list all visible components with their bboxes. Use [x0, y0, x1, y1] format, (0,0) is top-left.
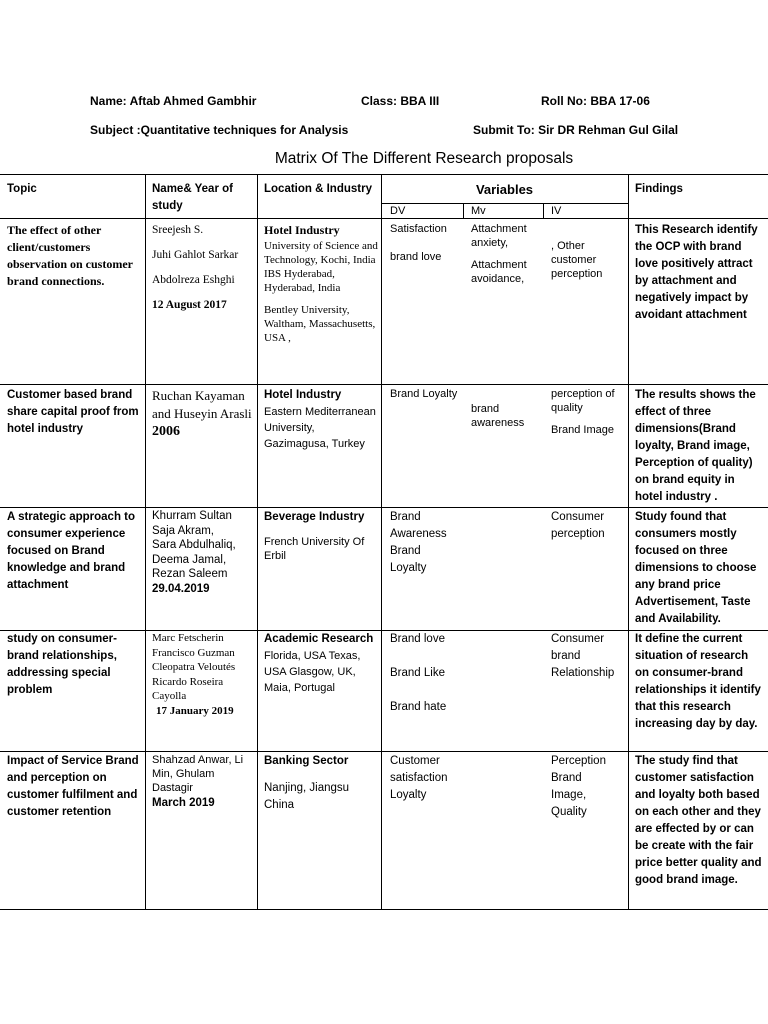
author-name: Cleopatra Veloutés [152, 661, 236, 673]
dv-item: Brand Awareness [390, 511, 447, 540]
col-header-mv: Mv [471, 205, 486, 217]
dv-item: Brand Like [390, 667, 445, 679]
author-name: Marc Fetscherin [152, 632, 224, 644]
author-name: Ruchan Kayaman and Huseyin Arasli [152, 388, 252, 421]
column-divider-mv-iv [543, 203, 544, 218]
study-date: 17 January 2019 [156, 704, 234, 717]
row-divider-1 [0, 384, 768, 385]
col-header-variables: Variables [475, 182, 534, 197]
roll-number: Roll No: BBA 17-06 [541, 94, 650, 108]
row1-iv: , Other customer perception [551, 240, 603, 280]
col-header-topic: Topic [7, 183, 37, 195]
mv-item: Attachment anxiety, [471, 223, 527, 249]
dv-item: Satisfaction [390, 223, 447, 235]
row5-dv: Customer satisfaction Loyalty [390, 755, 448, 801]
author-name: Abdolreza Eshghi [152, 274, 235, 286]
column-divider-1 [145, 174, 146, 909]
col-header-name-year: Name& Year of study [152, 183, 233, 212]
study-date: 2006 [152, 424, 180, 439]
author-name: Saja Akram, [152, 524, 214, 537]
row4-iv: Consumer brand Relationship [551, 633, 615, 679]
row1-dv [390, 222, 462, 264]
row3-names [152, 509, 256, 596]
row3-dv [390, 509, 460, 577]
location-text: Eastern Mediterranean University, Gazimagusa, Turkey [264, 406, 376, 450]
author-name: Rezan Saleem [152, 568, 228, 580]
author-name: Deema Jamal, [152, 553, 227, 566]
iv-item: perception of quality [551, 388, 615, 414]
row2-findings: The results shows the effect of three dimensions(Brand loyalty, Brand image, Perception of quality) on brand equity in hotel industry . [635, 389, 756, 503]
row4-location [264, 631, 379, 696]
location-text: Nanjing, Jiangsu China [264, 782, 350, 811]
industry-label: Academic Research [264, 633, 374, 645]
study-date: March 2019 [152, 797, 215, 809]
row5-names [152, 753, 256, 812]
student-name: Name: Aftab Ahmed Gambhir [90, 94, 257, 108]
industry-label: Hotel Industry [264, 223, 340, 237]
row3-topic: A strategic approach to consumer experience focused on Brand knowledge and brand attachment [7, 511, 136, 591]
row1-mv [471, 222, 543, 286]
study-date: 29.04.2019 [152, 582, 210, 595]
iv-item: Brand Image [551, 424, 614, 436]
row4-dv [390, 631, 460, 716]
industry-label: Beverage Industry [264, 511, 365, 523]
row4-findings: It define the current situation of research on consumer-brand relationships it identify that this research increasing day by day. [635, 633, 761, 730]
dv-item: brand love [390, 251, 442, 263]
row3-location [264, 509, 379, 563]
submit-to: Submit To: Sir DR Rehman Gul Gilal [473, 123, 679, 137]
column-divider-dv-mv [463, 203, 464, 218]
author-name: Sreejesh S. [152, 224, 204, 236]
row-divider-2 [0, 507, 768, 508]
class-label: Class: BBA III [361, 94, 440, 108]
row-divider-4 [0, 751, 768, 752]
location-text: Bentley University, Waltham, Massachusetts, USA , [264, 304, 376, 344]
author-name: Shahzad Anwar, Li Min, Ghulam Dastagir [152, 754, 244, 794]
row2-iv [551, 387, 623, 437]
row2-mv: brand awareness [471, 403, 525, 429]
column-divider-2 [257, 174, 258, 909]
row3-iv: Consumer perception [551, 511, 605, 540]
col-header-iv: IV [551, 205, 562, 217]
author-name: Juhi Gahlot Sarkar [152, 249, 239, 261]
location-text: IBS Hyderabad, Hyderabad, India [264, 268, 341, 294]
row1-names [152, 222, 252, 314]
row5-location [264, 753, 379, 814]
author-name: Francisco Guzman [152, 646, 235, 659]
col-header-dv: DV [390, 205, 406, 217]
study-date: 12 August 2017 [152, 299, 227, 311]
dv-item: Brand hate [390, 701, 447, 713]
col-header-findings: Findings [635, 183, 683, 195]
mv-item: Attachment avoidance, [471, 259, 527, 285]
row2-names [152, 387, 252, 441]
row5-iv: Perception Brand Image, Quality [551, 755, 606, 818]
location-text: University of Science and Technology, Kochi, India [264, 240, 378, 266]
table-bottom-border [0, 909, 768, 910]
row4-topic: study on consumer-brand relationships, addressing special problem [7, 633, 117, 696]
row2-location [264, 387, 379, 452]
row2-topic: Customer based brand share capital proof from hotel industry [7, 389, 139, 435]
location-text: French University Of Erbil [264, 536, 365, 562]
row5-findings: The study find that customer satisfaction and loyalty both based on each other and they are effected by or can be create with the fair price better quality and good brand image. [635, 755, 762, 886]
dv-item: Brand Loyalty [390, 545, 427, 574]
table-top-border [0, 174, 768, 175]
author-name: Khurram Sultan [152, 510, 232, 522]
column-divider-3 [381, 174, 382, 909]
author-name: Ricardo Roseira Cayolla [152, 675, 224, 702]
industry-label: Hotel Industry [264, 389, 342, 401]
variables-divider [381, 203, 628, 204]
page-title: Matrix Of The Different Research proposals [274, 150, 574, 167]
location-text: Florida, USA Texas, USA Glasgow, UK, Maia, Portugal [264, 650, 361, 694]
row5-topic: Impact of Service Brand and perception on customer fulfilment and customer retention [7, 755, 139, 818]
row1-topic: The effect of other client/customers observation on customer brand connections. [7, 223, 133, 288]
row1-location [264, 222, 379, 345]
dv-item: Brand love [390, 633, 445, 645]
author-name: Sara Abdulhaliq, [152, 539, 236, 551]
row3-findings: Study found that consumers mostly focused on three dimensions to choose any brand price Advertisement, Taste and Availability. [635, 511, 757, 625]
column-divider-4 [628, 174, 629, 909]
col-header-location: Location & Industry [264, 183, 372, 195]
row4-names [152, 631, 252, 718]
header-bottom-border [0, 218, 768, 219]
subject-label: Subject :Quantitative techniques for Analysis [90, 123, 349, 137]
industry-label: Banking Sector [264, 755, 349, 767]
row1-findings: This Research identify the OCP with brand love positively attract by attachment and negatively impact by avoidant attachment [635, 224, 758, 321]
row2-dv: Brand Loyalty [390, 388, 458, 400]
